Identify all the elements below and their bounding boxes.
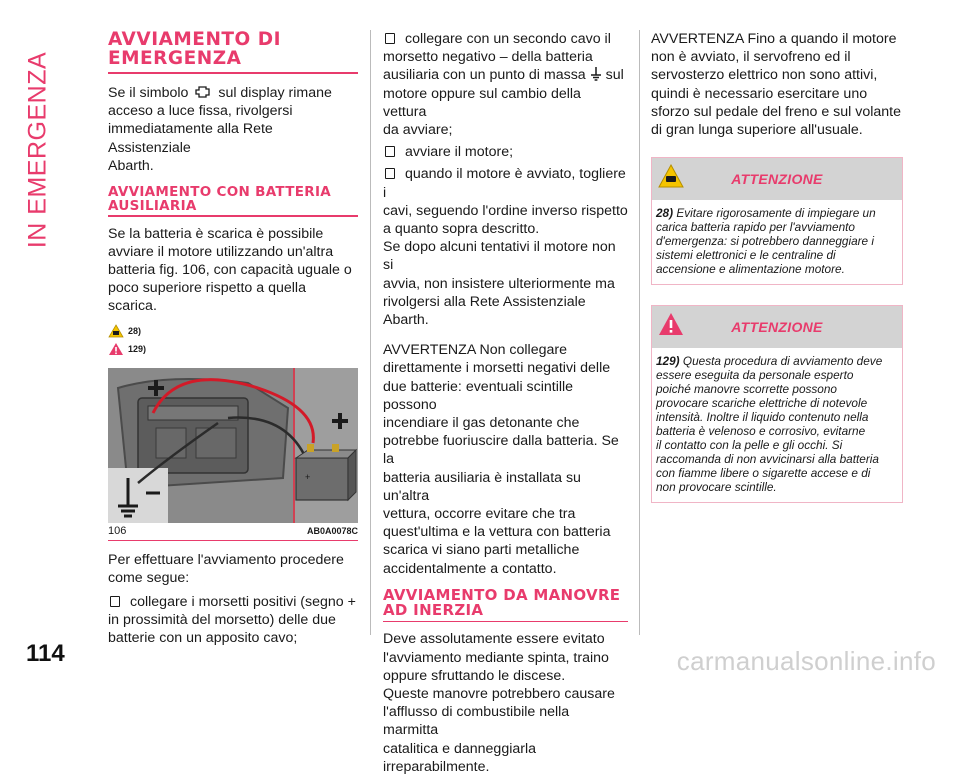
engine-fault-icon bbox=[194, 84, 212, 100]
callout-header bbox=[652, 158, 902, 200]
bullet-item bbox=[383, 143, 628, 161]
text-line: batteria ausiliaria è installata su un'altra bbox=[383, 469, 581, 504]
text-line: quindi è necessario esercitare uno bbox=[651, 85, 868, 102]
text-line: Deve assolutamente essere evitato bbox=[383, 631, 605, 648]
text-line: Se la batteria è scarica è possibile bbox=[108, 225, 324, 242]
text-line: oppure sfruttando le discese. bbox=[383, 667, 566, 684]
callout-body bbox=[652, 348, 902, 502]
svg-text:+: + bbox=[305, 471, 311, 482]
column-1 bbox=[108, 30, 358, 648]
text-line: Queste manovre potrebbero causare bbox=[383, 686, 615, 702]
text-line: Se dopo alcuni tentativi il motore non si bbox=[383, 239, 616, 274]
bullet-item bbox=[108, 593, 358, 648]
caution-icon bbox=[658, 164, 684, 188]
avvertenza-paragraph bbox=[383, 341, 628, 578]
bullet-item bbox=[383, 30, 628, 139]
subsection-title: AVVIAMENTO CON BATTERIA AUSILIARIA bbox=[108, 184, 332, 215]
callout-line: batteria è velenoso e corrosivo, evitarne bbox=[656, 424, 866, 439]
bullet-text: in prossimità del morsetto) delle due bbox=[108, 612, 336, 629]
text-line: direttamente i morsetti negativi delle bbox=[383, 360, 611, 377]
text-line: catalitica e danneggiarla bbox=[383, 740, 537, 757]
bullet-text: collegare con un secondo cavo il bbox=[383, 31, 611, 47]
text-line: come segue: bbox=[108, 569, 190, 586]
callout-line: essere eseguita da personale esperto bbox=[656, 368, 854, 383]
callout-title: ATTENZIONE bbox=[731, 319, 823, 336]
bullet-text: motore oppure sul cambio della vettura bbox=[383, 85, 581, 120]
callout-line: non provocare scintille. bbox=[656, 480, 777, 495]
danger-icon bbox=[658, 312, 684, 336]
warning-ref-row[interactable] bbox=[108, 322, 358, 340]
procedure-intro bbox=[108, 551, 358, 587]
callout-line: d'emergenza: si potrebbero danneggiare i bbox=[656, 234, 875, 249]
callout-title: ATTENZIONE bbox=[731, 171, 823, 188]
callout-line: provocare scariche elettriche di notevole bbox=[656, 396, 868, 411]
title-rule bbox=[108, 72, 358, 74]
text-line: AVVERTENZA Non collegare bbox=[383, 342, 567, 359]
callout-line: sistemi elettronici e le centraline di bbox=[656, 248, 836, 263]
bullet-text: a quanto sopra descritto. bbox=[383, 221, 540, 238]
subsection-title: AVVIAMENTO DA MANOVRE AD INERZIA bbox=[383, 585, 621, 620]
column-3 bbox=[651, 30, 901, 503]
callout-line: poiché manovre scorrette possono bbox=[656, 382, 837, 397]
callout-body bbox=[652, 200, 902, 284]
warning-ref-label: 129) bbox=[128, 343, 147, 354]
text-line: batteria fig. 106, con capacità uguale o bbox=[108, 261, 352, 278]
text-line: sforzo sul pedale del freno e sul volante bbox=[651, 103, 902, 120]
callout-line: con fiamme libere o sigarette accese e di bbox=[656, 466, 871, 481]
text-line: avviare il motore utilizzando un'altra bbox=[108, 243, 334, 260]
text-line: Per effettuare l'avviamento procedere bbox=[108, 551, 344, 568]
column-divider bbox=[639, 30, 640, 635]
page-number: 114 bbox=[26, 640, 65, 667]
text-line: scarica. bbox=[108, 298, 157, 315]
bullet-text: da avviare; bbox=[383, 122, 453, 139]
intro-line: Abarth. bbox=[108, 157, 154, 174]
text-line: due batterie: eventuali scintille possono bbox=[383, 378, 574, 413]
danger-icon bbox=[108, 342, 124, 356]
callout-line: il contatto con la pelle e gli occhi. Si bbox=[656, 438, 843, 453]
text-line: avvia, non insistere ulteriormente ma bbox=[383, 275, 615, 292]
bullet-item bbox=[383, 165, 628, 329]
warning-ref-label: 28) bbox=[128, 325, 142, 336]
watermark: carmanualsonline.info bbox=[676, 646, 936, 676]
callout-line: accensione e alimentazione motore. bbox=[656, 262, 845, 277]
jump-start-illustration bbox=[108, 368, 358, 523]
intro-line: acceso a luce fissa, rivolgersi bbox=[108, 103, 293, 120]
figure-number: 106 bbox=[108, 524, 127, 537]
bullet-text: morsetto negativo – della batteria bbox=[383, 49, 593, 66]
callout-line: carica batteria rapido per l'avviamento bbox=[656, 220, 855, 235]
callout-line: Evitare rigorosamente di impiegare un bbox=[676, 206, 876, 221]
bullet-text: quando il motore è avviato, togliere i bbox=[383, 166, 626, 201]
column-2 bbox=[383, 30, 628, 776]
jump-start-figure bbox=[108, 368, 358, 523]
figure-code: AB0A0078C bbox=[306, 525, 358, 536]
text-line: irreparabilmente. bbox=[383, 758, 490, 775]
text-line: di gran lunga superiore all'usuale. bbox=[651, 122, 863, 139]
bullet-text: avviare il motore; bbox=[383, 144, 513, 160]
text-line: incendiare il gas detonante che bbox=[383, 415, 580, 432]
text-line: servosterzo elettrico non sono attivi, bbox=[651, 67, 878, 84]
callout-line: intensità. Inoltre il liquido contenuto nella bbox=[656, 410, 869, 425]
callout-line: Questa procedura di avviamento deve bbox=[682, 354, 883, 369]
callout-ref: 129) bbox=[656, 354, 680, 369]
bullet-text: cavi, seguendo l'ordine inverso rispetto bbox=[383, 202, 628, 219]
side-section-tab: IN EMERGENZA bbox=[23, 51, 52, 249]
caution-icon bbox=[108, 324, 124, 338]
intro-text-b: sul display rimane bbox=[218, 85, 332, 101]
bullet-text: sul bbox=[605, 67, 624, 84]
inerzia-paragraph bbox=[383, 630, 628, 776]
text-line: vettura, occorre evitare che tra bbox=[383, 506, 576, 523]
battery-paragraph bbox=[108, 225, 358, 316]
text-line: non è avviato, il servofreno ed il bbox=[651, 49, 851, 66]
bullet-text: batterie con un apposito cavo; bbox=[108, 630, 298, 647]
text-line: quest'ultima e la vettura con batteria bbox=[383, 524, 611, 541]
warning-callout bbox=[651, 305, 903, 503]
text-line: rivolgersi alla Rete Assistenziale Abarth. bbox=[383, 293, 586, 329]
text-line: scarica vi siano parti metalliche bbox=[383, 542, 580, 559]
text-line: poco superiore rispetto a quella bbox=[108, 280, 306, 297]
bullet-text: ausiliaria con un punto di massa bbox=[383, 67, 586, 84]
column-divider bbox=[370, 30, 371, 635]
text-line: l'avviamento mediante spinta, traino bbox=[383, 649, 609, 666]
warning-ref-row[interactable] bbox=[108, 340, 358, 358]
avvertenza-paragraph bbox=[651, 30, 901, 139]
ground-icon bbox=[590, 67, 602, 81]
warning-references bbox=[108, 322, 358, 358]
bullet-text: collegare i morsetti positivi (segno + bbox=[108, 594, 356, 610]
intro-text-a: Se il simbolo bbox=[108, 85, 189, 101]
text-line: AVVERTENZA Fino a quando il motore bbox=[651, 31, 897, 47]
intro-line: immediatamente alla Rete Assistenziale bbox=[108, 121, 273, 156]
subtitle-rule bbox=[383, 621, 628, 623]
section-title: AVVIAMENTO DI EMERGENZA bbox=[108, 29, 281, 69]
warning-callout bbox=[651, 157, 903, 285]
figure-caption bbox=[108, 523, 358, 541]
callout-line: raccomanda di non avvicinarsi alla batteria bbox=[656, 452, 879, 467]
subtitle-rule bbox=[108, 215, 358, 217]
intro-paragraph bbox=[108, 84, 358, 175]
text-line: accidentalmente a contatto. bbox=[383, 560, 557, 577]
callout-header bbox=[652, 306, 902, 348]
text-line: potrebbe fuoriuscire dalla batteria. Se la bbox=[383, 433, 619, 468]
callout-ref: 28) bbox=[656, 206, 674, 221]
text-line: l'afflusso di combustibile nella marmitta bbox=[383, 704, 570, 739]
